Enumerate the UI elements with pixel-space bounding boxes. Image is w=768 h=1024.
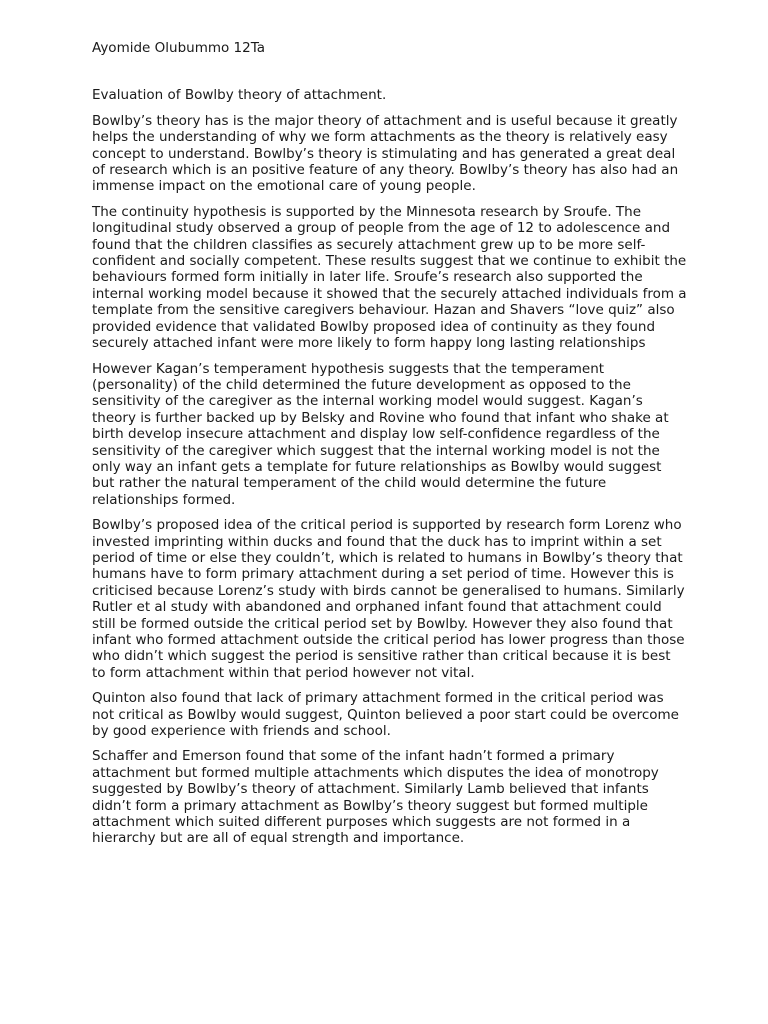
author-line: Ayomide Olubummo 12Ta <box>92 40 266 56</box>
paragraph-critical-period: Bowlby’s proposed idea of the critical period is supported by research form Lorenz who invested imprinting within ducks and found that the duck has to imprint within a set period of time or else they couldn’t, which is related to humans in Bowlby’s theory that humans have to form primary attachment during a set period of time. However this is criticised because Lorenz’s study with birds cannot be generalised to humans. Similarly Rutler et al study with abandoned and orphaned infant found that attachment could still be formed outside the critical period set by Bowlby. However they also found that infant who formed attachment outside the critical period has lower progress than those who didn’t which suggest the period is sensitive rather than critical because it is best to form attachment within that period however not vital. <box>92 517 685 681</box>
paragraph-continuity: The continuity hypothesis is supported by the Minnesota research by Sroufe. The longitudinal study observed a group of people from the age of 12 to adolescence and found that the children classifies as securely attachment grew up to be more self-confident and socially competent. These results suggest that we continue to exhibit the behaviours formed form initially in later life. Sroufe’s research also supported the internal working model because it showed that the securely attached individuals from a template from the sensitive caregivers behaviour. Hazan and Shavers “love quiz” also provided evidence that validated Bowlby proposed idea of continuity as they found securely attached infant were more likely to form happy long lasting relationships <box>92 203 687 352</box>
paragraph-temperament: However Kagan’s temperament hypothesis suggests that the temperament (personality) of the child determined the future development as opposed to the sensitivity of the caregiver as the internal working model would suggest. Kagan’s theory is further backed up by Belsky and Rovine who found that infant who shake at birth develop insecure attachment and display low self-confidence regardless of the sensitivity of the caregiver which suggest that the internal working model is not the only way an infant gets a template for future relationships as Bowlby would suggest but rather the natural temperament of the child would determine the future relationships formed. <box>92 360 669 508</box>
paragraph-multiple-attachments: Schaffer and Emerson found that some of the infant hadn’t formed a primary attachment but formed multiple attachments which disputes the idea of monotropy suggested by Bowlby’s theory of attachment. Similarly Lamb believed that infants didn’t form a primary attachment as Bowlby’s theory suggest but formed multiple attachment which suited different purposes which suggests are not formed in a hierarchy but are all of equal strength and importance. <box>92 748 659 847</box>
document-page <box>92 40 688 856</box>
paragraph-intro: Bowlby’s theory has is the major theory of attachment and is useful because it greatly helps the understanding of why we form attachments as the theory is relatively easy concept to understand. Bowlby’s theory is stimulating and has generated a great deal of research which is an positive feature of any theory. Bowlby’s theory has also had an immense impact on the emotional care of young people. <box>92 112 679 195</box>
document-title: Evaluation of Bowlby theory of attachment. <box>92 87 387 104</box>
paragraph-quinton: Quinton also found that lack of primary attachment formed in the critical period was not critical as Bowlby would suggest, Quinton believed a poor start could be overcome by good experience with friends and school. <box>92 690 679 740</box>
